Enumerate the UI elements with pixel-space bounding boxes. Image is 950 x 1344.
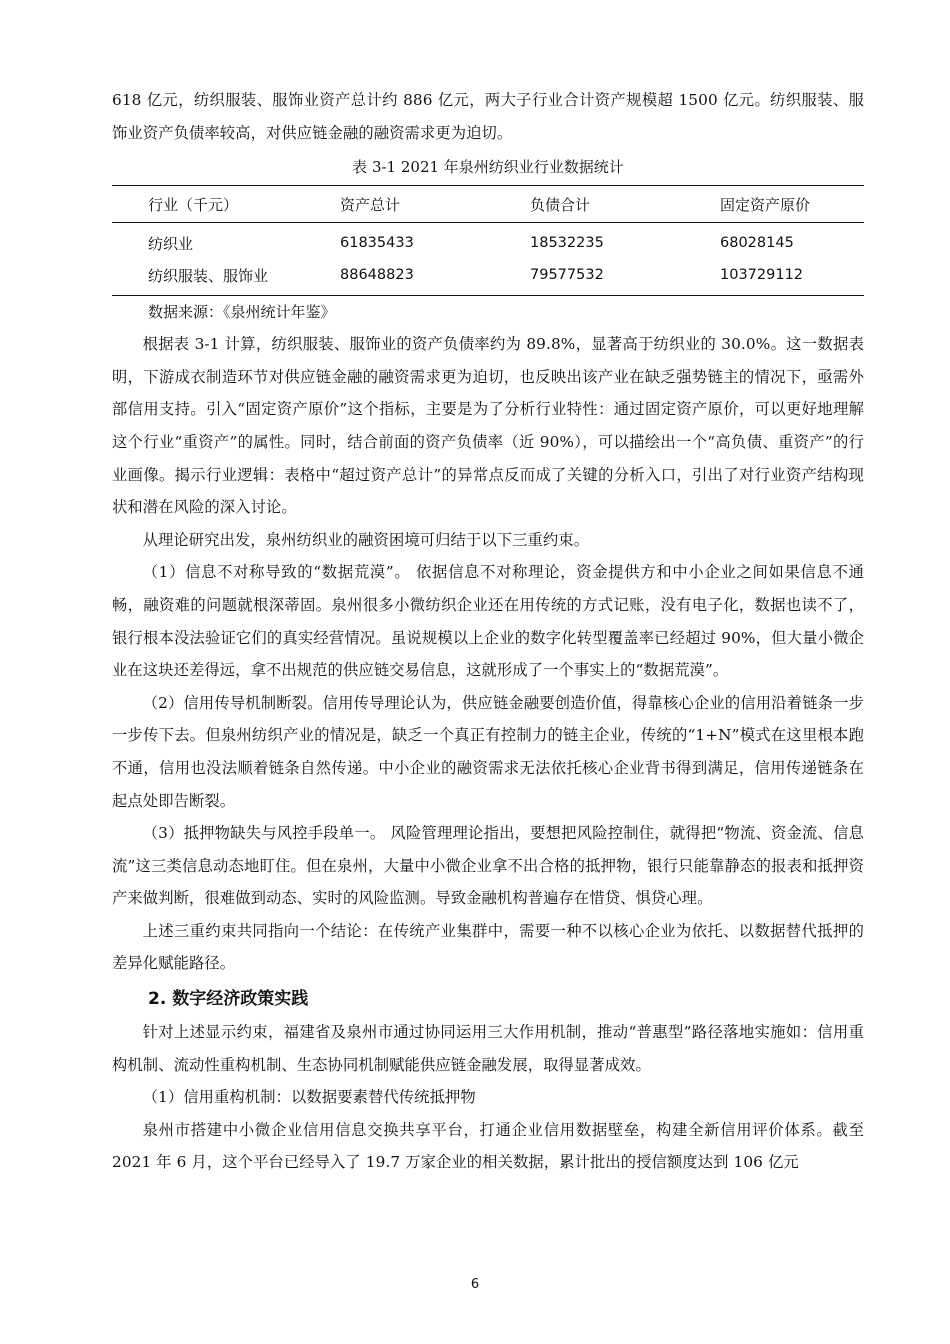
table-caption: 表 3-1 2021 年泉州纺织业行业数据统计 [352, 158, 624, 177]
table-source-note: 数据来源：《泉州统计年鉴》 [148, 303, 336, 322]
body-paragraph: （1）信用重构机制：以数据要素替代传统抵押物 [142, 1088, 476, 1107]
table-cell-industry: 纺织服装、服饰业 [112, 259, 340, 296]
column-header-industry: 行业（千元） [112, 186, 340, 223]
column-header-total-assets: 资产总计 [340, 186, 530, 223]
intro-paragraph: 618 亿元，纺织服装、服饰业资产总计约 886 亿元，两大子行业合计资产规模超 1500 亿元。纺织服装、服饰业资产负债率较高，对供应链金融的融资需求更为迫切。 [112, 91, 864, 142]
body-paragraph: 泉州市搭建中小微企业信用信息交换共享平台，打通企业信用数据壁垒，构建全新信用评价体系。截至 2021 年 6 月，这个平台已经导入了 19.7 万家企业的相关数据，累计批出的授信额度达到 106 亿元 [112, 1120, 864, 1172]
body-paragraph: （2）信用传导机制断裂。信用传导理论认为，供应链金融要创造价值，得靠核心企业的信用沿着链条一步一步传下去。但泉州纺织产业的情况是，缺乏一个真正有控制力的链主企业，传统的“1+N”模式在这里根本跑不通，信用也没法顺着链条自然传递。中小企业的融资需求无法依托核心企业背书得到满足，信用传递链条在起点处即告断裂。 [112, 693, 864, 810]
column-header-total-liabilities: 负债合计 [530, 186, 720, 223]
section-heading: 2. 数字经济政策实践 [148, 989, 309, 1010]
table-cell-total-assets: 61835433 [340, 235, 414, 252]
document-page [112, 84, 864, 1179]
body-paragraph: 针对上述显示约束，福建省及泉州市通过协同运用三大作用机制，推动“普惠型”路径落地实施如：信用重构机制、流动性重构机制、生态协同机制赋能供应链金融发展，取得显著成效。 [112, 1023, 864, 1074]
table-cell-total-liabilities: 79577532 [530, 259, 720, 296]
table-cell-fixed-assets: 68028145 [720, 235, 794, 252]
column-header-fixed-assets: 固定资产原价 [720, 186, 864, 223]
table-cell-total-liabilities: 18532235 [530, 235, 604, 252]
table-cell-fixed-assets: 103729112 [720, 259, 864, 296]
body-paragraph: 上述三重约束共同指向一个结论：在传统产业集群中，需要一种不以核心企业为依托、以数据替代抵押的差异化赋能路径。 [112, 921, 864, 973]
body-paragraph: 从理论研究出发，泉州纺织业的融资困境可归结于以下三重约束。 [142, 530, 590, 549]
body-paragraph: （1）信息不对称导致的“数据荒漠”。 依据信息不对称理论，资金提供方和中小企业之间如果信息不通畅，融资难的问题就根深蒂固。泉州很多小微纺织企业还在用传统的方式记账，没有电子化，数据也读不了，银行根本没法验证它们的真实经营情况。虽说规模以上企业的数字化转型覆盖率已经超过 90%，但大量小微企业在这块还差得远，拿不出规范的供应链交易信息，这就形成了一个事实上的“数据荒漠”。 [112, 563, 864, 680]
body-paragraph: 根据表 3-1 计算，纺织服装、服饰业的资产负债率约为 89.8%，显著高于纺织业的 30.0%。这一数据表明，下游成衣制造环节对供应链金融的融资需求更为迫切，也反映出该产业在缺乏强势链主的情况下，亟需外部信用支持。引入“固定资产原价”这个指标，主要是为了分析行业特性：通过固定资产原价，可以更好地理解这个行业“重资产”的属性。同时，结合前面的资产负债率（近 90%），可以描绘出一个“高负债、重资产”的行业画像。揭示行业逻辑：表格中“超过资产总计”的异常点反而成了关键的分析入口，引出了对行业资产结构现状和潜在风险的深入讨论。 [112, 335, 864, 517]
industry-data-table [112, 185, 864, 296]
table-header-row [112, 186, 864, 223]
table-row [112, 259, 864, 296]
table-cell-industry: 纺织业 [148, 234, 194, 253]
page-number: 6 [470, 1277, 480, 1292]
table-row [112, 223, 864, 260]
table-cell-total-assets: 88648823 [340, 259, 530, 296]
body-paragraph: （3）抵押物缺失与风控手段单一。 风险管理理论指出，要想把风险控制住，就得把“物流、资金流、信息流”这三类信息动态地盯住。但在泉州，大量中小微企业拿不出合格的抵押物，银行只能靠静态的报表和抵押资产来做判断，很难做到动态、实时的风险监测。导致金融机构普遍存在惜贷、惧贷心理。 [112, 824, 864, 908]
